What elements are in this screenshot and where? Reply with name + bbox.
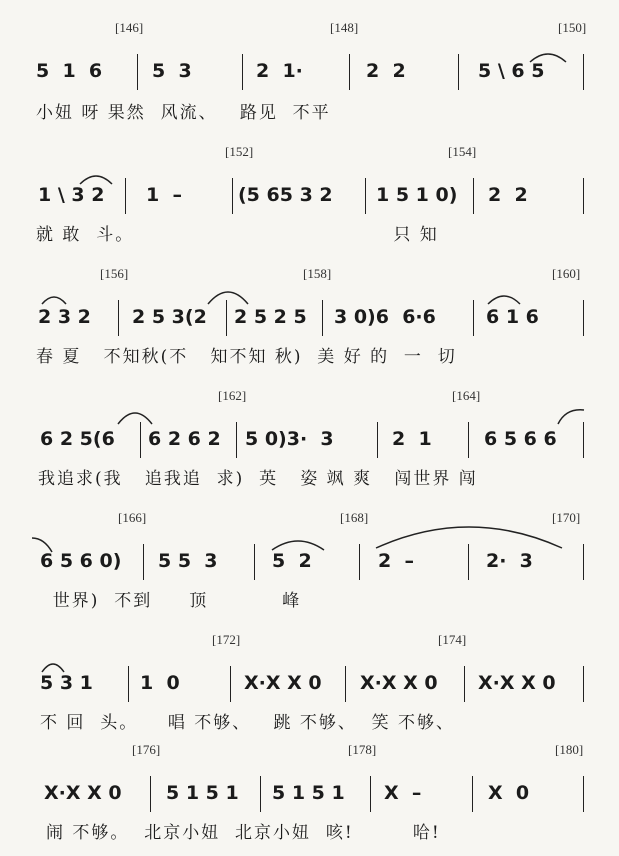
barline bbox=[473, 300, 474, 336]
measure-notes: X·X X 0 bbox=[360, 672, 438, 694]
measure-number: [154] bbox=[448, 144, 477, 159]
staff-system-1 bbox=[0, 18, 619, 128]
measure-notes: 5 2 bbox=[272, 550, 312, 572]
measure-notes: 6 1 6 bbox=[486, 306, 539, 328]
slur-mark bbox=[116, 406, 154, 426]
barline bbox=[150, 776, 151, 812]
measure-notes: 5 1 5 1 bbox=[272, 782, 345, 804]
barline bbox=[473, 178, 474, 214]
measure-notes: 5 3 1 bbox=[40, 672, 93, 694]
barline bbox=[230, 666, 231, 702]
measure-notes: 1 0 bbox=[140, 672, 180, 694]
slur-mark bbox=[556, 408, 586, 426]
measure-number: [170] bbox=[552, 510, 581, 525]
barline bbox=[583, 544, 584, 580]
measure-notes: 2 2 bbox=[366, 60, 406, 82]
measure-notes: 5 1 6 bbox=[36, 60, 103, 82]
measure-number: [152] bbox=[225, 144, 254, 159]
measure-notes: 5 3 bbox=[152, 60, 192, 82]
measure-notes: 6 2 5(6 bbox=[40, 428, 115, 450]
barline bbox=[359, 544, 360, 580]
barline bbox=[140, 422, 141, 458]
measure-number: [158] bbox=[303, 266, 332, 281]
barline bbox=[377, 422, 378, 458]
barline bbox=[365, 178, 366, 214]
measure-notes: X·X X 0 bbox=[44, 782, 122, 804]
slur-mark bbox=[40, 292, 68, 306]
measure-notes: 2· 3 bbox=[486, 550, 533, 572]
barline bbox=[128, 666, 129, 702]
measure-number: [160] bbox=[552, 266, 581, 281]
measure-notes: X – bbox=[384, 782, 422, 804]
barline bbox=[468, 544, 469, 580]
measure-notes: 3 0)6 6·6 bbox=[334, 306, 436, 328]
measure-number: [156] bbox=[100, 266, 129, 281]
staff-system-5 bbox=[0, 506, 619, 616]
lyrics-line: 我追求(我 追我追 求) 英 姿 飒 爽 闯世界 闯 bbox=[38, 469, 478, 489]
measure-notes: 2 5 3(2 bbox=[132, 306, 207, 328]
lyrics-line: 不 回 头。 唱 不够、 跳 不够、 笑 不够、 bbox=[40, 713, 456, 733]
barline bbox=[242, 54, 243, 90]
measure-number: [148] bbox=[330, 20, 359, 35]
measure-number: [176] bbox=[132, 742, 161, 757]
barline bbox=[349, 54, 350, 90]
barline bbox=[583, 666, 584, 702]
lyrics-line: 就 敢 斗。 只 知 bbox=[36, 225, 439, 245]
barline bbox=[464, 666, 465, 702]
staff-system-2 bbox=[0, 140, 619, 250]
barline bbox=[468, 422, 469, 458]
measure-notes: 5 1 5 1 bbox=[166, 782, 239, 804]
barline bbox=[143, 544, 144, 580]
staff-system-4 bbox=[0, 384, 619, 494]
measure-number: [166] bbox=[118, 510, 147, 525]
measure-notes: 6 5 6 6 bbox=[484, 428, 557, 450]
barline bbox=[583, 300, 584, 336]
measure-number: [164] bbox=[452, 388, 481, 403]
measure-notes: 6 2 6 2 bbox=[148, 428, 221, 450]
barline bbox=[345, 666, 346, 702]
barline bbox=[472, 776, 473, 812]
barline bbox=[226, 300, 227, 336]
barline bbox=[118, 300, 119, 336]
barline bbox=[232, 178, 233, 214]
measure-notes: X 0 bbox=[488, 782, 530, 804]
barline bbox=[583, 54, 584, 90]
measure-notes: 5 5 3 bbox=[158, 550, 218, 572]
slur-mark bbox=[486, 290, 522, 306]
barline bbox=[583, 776, 584, 812]
lyrics-line: 小妞 呀 果然 风流、 路见 不平 bbox=[36, 103, 331, 123]
barline bbox=[260, 776, 261, 812]
barline bbox=[125, 178, 126, 214]
measure-notes: 2 – bbox=[378, 550, 414, 572]
measure-notes: (5 65 3 2 bbox=[238, 184, 333, 206]
barline bbox=[370, 776, 371, 812]
barline bbox=[254, 544, 255, 580]
measure-notes: X·X X 0 bbox=[244, 672, 322, 694]
measure-notes: 2 3 2 bbox=[38, 306, 91, 328]
barline bbox=[583, 422, 584, 458]
staff-system-7 bbox=[0, 738, 619, 848]
measure-number: [150] bbox=[558, 20, 587, 35]
barline bbox=[322, 300, 323, 336]
measure-number: [172] bbox=[212, 632, 241, 647]
lyrics-line: 春 夏 不知秋(不 知不知 秋) 美 好 的 一 切 bbox=[36, 347, 457, 367]
barline bbox=[137, 54, 138, 90]
measure-number: [146] bbox=[115, 20, 144, 35]
measure-number: [168] bbox=[340, 510, 369, 525]
slur-mark bbox=[206, 284, 250, 306]
measure-notes: 2 2 bbox=[488, 184, 528, 206]
staff-system-3 bbox=[0, 262, 619, 372]
measure-notes: 5 0)3· 3 bbox=[245, 428, 334, 450]
measure-number: [162] bbox=[218, 388, 247, 403]
measure-notes: 1 – bbox=[146, 184, 182, 206]
measure-notes: 2 1· bbox=[256, 60, 303, 82]
barline bbox=[236, 422, 237, 458]
measure-notes: 1 \ 3 2 bbox=[38, 184, 105, 206]
measure-notes: 2 1 bbox=[392, 428, 432, 450]
measure-number: [180] bbox=[555, 742, 584, 757]
measure-notes: 6 5 6 0) bbox=[40, 550, 122, 572]
measure-notes: X·X X 0 bbox=[478, 672, 556, 694]
lyrics-line: 世界) 不到 顶 峰 bbox=[38, 591, 302, 611]
staff-system-6 bbox=[0, 628, 619, 738]
measure-number: [174] bbox=[438, 632, 467, 647]
measure-notes: 5 \ 6 5 bbox=[478, 60, 545, 82]
measure-notes: 1 5 1 0) bbox=[376, 184, 458, 206]
barline bbox=[583, 178, 584, 214]
measure-number: [178] bbox=[348, 742, 377, 757]
lyrics-line: 闹 不够。 北京小妞 北京小妞 咳! 哈! bbox=[46, 823, 441, 843]
measure-notes: 2 5 2 5 bbox=[234, 306, 307, 328]
barline bbox=[458, 54, 459, 90]
